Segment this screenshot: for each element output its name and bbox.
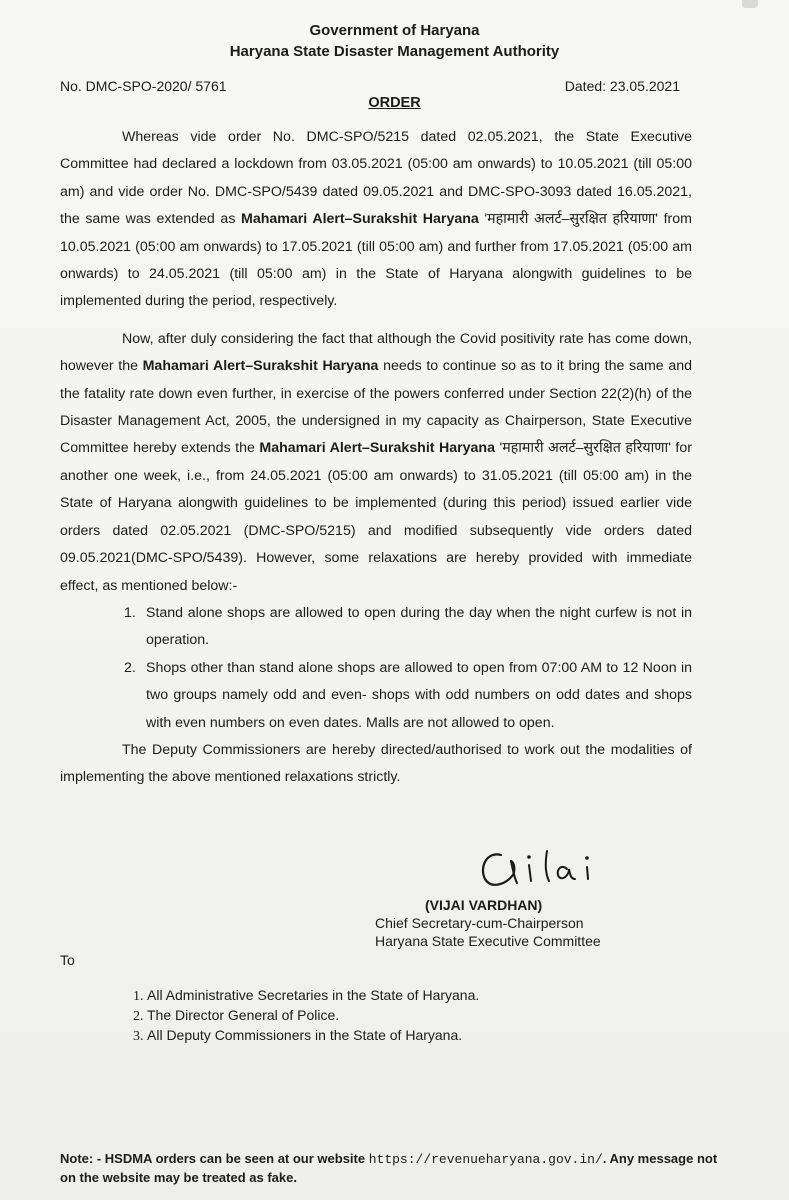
list-number: 1. bbox=[133, 989, 144, 1004]
footer-note bbox=[60, 1150, 730, 1187]
paragraph-text: needs to continue so as to it bring the same and the fatality rate down even further, in exercise of the powers conferred under Section 22(2)(h) of the Disaster Management Act, 2005, the undersigned in my capacity as Chairperson, State Executive Committee hereby extends the bbox=[60, 358, 692, 457]
order-body bbox=[60, 124, 692, 792]
list-item bbox=[133, 1026, 479, 1046]
list-text: The Director General of Police. bbox=[147, 1007, 340, 1023]
relaxations-list bbox=[60, 600, 692, 737]
authority-name: Haryana State Disaster Management Authority bbox=[229, 43, 560, 60]
paragraph-whereas bbox=[60, 124, 692, 316]
order-number: No. DMC-SPO-2020/ 5761 bbox=[60, 78, 227, 94]
handwritten-signature bbox=[475, 845, 605, 891]
government-name: Government of Haryana bbox=[309, 22, 480, 39]
signatory-name: (VIJAI VARDHAN) bbox=[425, 897, 543, 913]
note-text: . Any message not on the website may be treated as fake. bbox=[60, 1151, 718, 1185]
note-label: Note: - bbox=[60, 1151, 102, 1166]
letterhead bbox=[0, 20, 789, 62]
to-label: To bbox=[60, 952, 75, 968]
list-text: All Administrative Secretaries in the State of Haryana. bbox=[147, 987, 480, 1003]
scheme-name: Mahamari Alert–Surakshit Haryana bbox=[241, 211, 479, 228]
list-number: 1. bbox=[124, 604, 136, 621]
paragraph-text: Whereas vide order No. DMC-SPO/5215 dated 02.05.2021, the State Executive Committee had declared a lockdown from 03.05.2021 (05:00 am onwards) to 10.05.2021 (till 05:00 am) and vide order No. DMC-SPO/5439 dated 09.05.2021 and DMC-SPO-3093 dated 16.05.2021, the same was extended as bbox=[60, 129, 692, 228]
list-item bbox=[133, 1006, 479, 1026]
paragraph-closing: The Deputy Commissioners are hereby directed/authorised to work out the modalities of implementing the above mentioned relaxations strictly. bbox=[60, 741, 692, 786]
list-number: 2. bbox=[124, 659, 136, 676]
paragraph-text: 'महामारी अलर्ट–सुरक्षित हरियाणा' from 10.05.2021 (05:00 am onwards) to 17.05.2021 (till 05:00 am) and further from 17.05.2021 (05:00 am onwards) to 24.05.2021 (till 05:00 am) in the State of Haryana alongwith guidelines to be implemented during the period, respectively. bbox=[60, 211, 692, 310]
distribution-list bbox=[133, 986, 479, 1046]
paragraph-text: Now, after duly considering the fact that although the Covid positivity rate has come down, however the bbox=[60, 330, 692, 375]
list-number: 3. bbox=[133, 1029, 144, 1044]
list-item bbox=[124, 655, 692, 737]
website-url: https://revenueharyana.gov.in/ bbox=[368, 1152, 603, 1167]
paragraph-text: 'महामारी अलर्ट–सुरक्षित हरियाणा' for another one week, i.e., from 24.05.2021 (05:00 am onwards) to 31.05.2021 (till 05:00 am) in the State of Haryana alongwith guidelines to be implemented (during this period) issued earlier vide orders dated 02.05.2021 (DMC-SPO/5215) and modified subsequently vide orders dated 09.05.2021(DMC-SPO/5439). However, some relaxations are hereby provided with immediate effect, as mentioned below:- bbox=[60, 440, 692, 594]
order-date: Dated: 23.05.2021 bbox=[564, 78, 680, 94]
list-item bbox=[133, 986, 479, 1006]
list-item bbox=[124, 600, 692, 655]
note-text: HSDMA orders can be seen at our website bbox=[101, 1151, 369, 1166]
page-title: ORDER bbox=[368, 95, 421, 111]
scheme-name: Mahamari Alert–Surakshit Haryana bbox=[142, 358, 379, 375]
list-number: 2. bbox=[133, 1009, 144, 1024]
signatory-block bbox=[375, 896, 601, 950]
list-text: Shops other than stand alone shops are allowed to open from 07:00 AM to 12 Noon in two groups namely odd and even- shops with odd numbers on odd dates and shops with even numbers on even dates. Malls are not allowed to open. bbox=[146, 659, 692, 731]
signatory-committee: Haryana State Executive Committee bbox=[375, 933, 601, 949]
signatory-designation: Chief Secretary-cum-Chairperson bbox=[375, 915, 584, 931]
list-text: All Deputy Commissioners in the State of Haryana. bbox=[147, 1027, 463, 1043]
list-text: Stand alone shops are allowed to open during the day when the night curfew is not in operation. bbox=[146, 604, 692, 649]
punch-mark bbox=[742, 0, 758, 8]
paragraph-now bbox=[60, 326, 692, 600]
scheme-name: Mahamari Alert–Surakshit Haryana bbox=[259, 440, 495, 457]
